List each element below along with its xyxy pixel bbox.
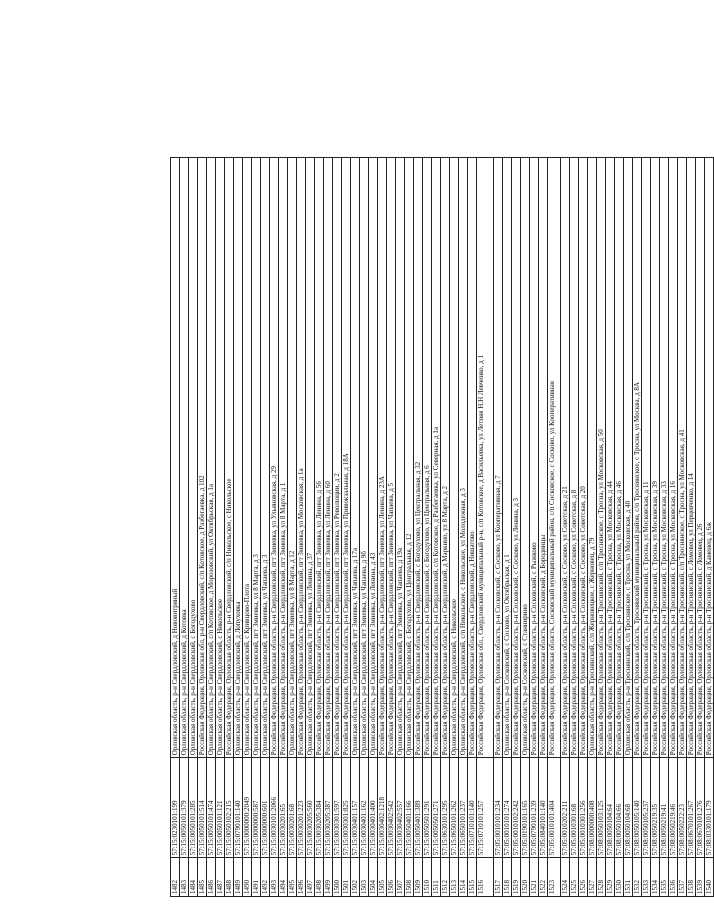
address-cell: Орловская область, р-н Сосковский, с Сосково, ул Октябрьская, д 1: [503, 158, 512, 758]
table-row: [696, 158, 705, 897]
table-row: [678, 158, 687, 897]
address-cell: Российская Федерация, Орловская область, р-н Свердловский, пгт Змиевка, ул Московская, д 1а: [297, 158, 306, 758]
table-body: [171, 158, 714, 897]
cadastral-number-cell: 57:15:0230101:199: [171, 758, 180, 858]
address-cell: Российская Федерация, Орловская область, р-н Сосковский, с Рыжково: [530, 158, 539, 758]
row-number-cell: 1483: [180, 858, 189, 897]
table-row: [288, 158, 297, 897]
address-cell: Орловская область, р-н Свердловский, пгт Змиевка, ул Ленина, д 43: [369, 158, 378, 758]
table-row: [660, 158, 669, 897]
table-row: [477, 158, 494, 897]
address-cell: Орловская область, р-н Свердловский, с Никольское: [216, 158, 225, 758]
table-row: [270, 158, 279, 897]
cadastral-number-cell: 57:05:0010101:404: [548, 758, 561, 858]
table-row: [234, 158, 243, 897]
table-row: [315, 158, 324, 897]
row-number-cell: 1491: [252, 858, 261, 897]
row-number-cell: 1509: [414, 858, 423, 897]
row-number-cell: 1526: [579, 858, 588, 897]
address-cell: Российская Федерация, Орловская область, р-н Сосковский, с Сосково, ул Ленина, д 3: [512, 158, 521, 758]
cadastral-number-cell: 57:15:0030402:557: [396, 758, 405, 858]
table-row: [387, 158, 396, 897]
cadastral-number-cell: 57:15:0000000:2049: [243, 758, 252, 858]
cadastral-number-cell: 57:08:0000000:408: [588, 758, 597, 858]
row-number-cell: 1532: [633, 858, 642, 897]
cadastral-number-cell: 57:15:0030205:387: [324, 758, 333, 858]
address-cell: Орловская область, р-н Свердловский, пгт Змиевка, ул 8 Марта, д 12: [288, 158, 297, 758]
row-number-cell: 1538: [687, 858, 696, 897]
cadastral-number-cell: 57:08:0050219:41: [660, 758, 669, 858]
row-number-cell: 1510: [423, 858, 432, 897]
cadastral-number-cell: 57:15:0030201:65: [279, 758, 288, 858]
cadastral-number-cell: 57:15:0050501:271: [432, 758, 441, 858]
address-cell: Российская Федерация, Орловская область, р-н Свердловский, пгт Змиевка, ул Ленина, д 60: [324, 158, 333, 758]
table-row: [705, 158, 714, 897]
cadastral-number-cell: 57:05:0790101:239: [530, 758, 539, 858]
table-row: [279, 158, 288, 897]
cadastral-number-cell: 57:08:0050104:66: [615, 758, 624, 858]
table-row: [261, 158, 270, 897]
row-number-cell: 1514: [459, 858, 468, 897]
cadastral-number-cell: 57:15:0030402:1218: [378, 758, 387, 858]
row-number-cell: 1482: [171, 858, 180, 897]
cadastral-number-cell: 57:15:0050101:379: [180, 758, 189, 858]
row-number-cell: 1531: [624, 858, 633, 897]
row-number-cell: 1528: [597, 858, 606, 897]
table-row: [171, 158, 180, 897]
row-number-cell: 1537: [678, 858, 687, 897]
address-cell: Орловская область, р-н Свердловский, с Никольское: [450, 158, 459, 758]
table-row: [351, 158, 360, 897]
address-cell: Орловская область, р-н Свердловский, с/п Котовское, д Морозовский, ул Октябрьская, д 1а: [207, 158, 216, 758]
table-row: [624, 158, 633, 897]
row-number-cell: 1502: [351, 858, 360, 897]
address-cell: Российская Федерация, Орловская область, Сосковский муниципальный район, с/п Сосковское, с Сосково, ул Кооперативная: [548, 158, 561, 758]
table-row: [243, 158, 252, 897]
table-row: [548, 158, 561, 897]
cadastral-number-cell: 57:15:0030301:597: [333, 758, 342, 858]
cadastral-number-cell: 57:15:0630101:295: [441, 758, 450, 858]
row-number-cell: 1504: [369, 858, 378, 897]
table-row: [441, 158, 450, 897]
row-number-cell: 1484: [189, 858, 198, 897]
table-row: [450, 158, 459, 897]
row-number-cell: 1517: [494, 858, 503, 897]
address-cell: Орловская область, р-н Свердловский, пгт Змиевка, ул Чапаева, д 17а: [351, 158, 360, 758]
cadastral-number-cell: 57:05:0010102:242: [512, 758, 521, 858]
table-row: [396, 158, 405, 897]
row-number-cell: 1490: [243, 858, 252, 897]
address-cell: Орловская область, р-н Свердловский, д Нововитряный: [171, 158, 180, 758]
address-cell: Российская Федерация, Орловская область, р-н Свердловский, пгт Змиевка, ул Привокзальная, д 18А: [342, 158, 351, 758]
table-row: [642, 158, 651, 897]
row-number-cell: 1533: [642, 858, 651, 897]
cadastral-number-cell: 57:08:0330101:179: [705, 758, 714, 858]
table-row: [669, 158, 678, 897]
cadastral-number-cell: 57:15:0030201:68: [288, 758, 297, 858]
row-number-cell: 1486: [207, 858, 216, 897]
address-cell: Российская Федерация, Орловская область, р-н Сосковский, с Сосково, ул Кооперативная, д 7: [494, 158, 503, 758]
address-cell: Российская Федерация, Орловская область, р-н Сосковский, с Сосково, ул Советская, д 20: [579, 158, 588, 758]
row-number-cell: 1518: [503, 858, 512, 897]
table-row: [687, 158, 696, 897]
cadastral-number-cell: 57:15:0050401:166: [405, 758, 414, 858]
cadastral-number-cell: 57:15:0030401:162: [360, 758, 369, 858]
row-number-cell: 1535: [660, 858, 669, 897]
address-cell: Российская Федерация, Орловская область, р-н Троснянский, с Тросна, ул Московская, д 44: [606, 158, 615, 758]
row-number-cell: 1513: [450, 858, 459, 897]
cadastral-number-cell: 57:05:0190101:165: [521, 758, 530, 858]
row-number-cell: 1540: [705, 858, 714, 897]
row-number-cell: 1489: [234, 858, 243, 897]
cadastral-number-cell: 57:15:0030201:223: [297, 758, 306, 858]
address-cell: Российская Федерация, Орловская область, р-н Свердловский, с Богодухово, ул Центральная, д 32: [414, 158, 423, 758]
cadastral-number-cell: 57:15:0650101:237: [459, 758, 468, 858]
table-row: [597, 158, 606, 897]
address-cell: Российская Федерация, Орловская область, р-н Троснянский, с Тросна, ул Московская, д 33: [660, 158, 669, 758]
address-cell: Орловская область, р-н Свердловский, пгт Змиевка, ул Чапаева, д 19а: [396, 158, 405, 758]
table-row: [324, 158, 333, 897]
table-row: [369, 158, 378, 897]
table-row: [530, 158, 539, 897]
table-row: [180, 158, 189, 897]
cadastral-number-cell: 57:15:0050101:285: [189, 758, 198, 858]
address-cell: Российская Федерация, Орловская область, р-н Свердловский, с Богодухово, ул Центральная, д 6: [423, 158, 432, 758]
row-number-cell: 1497: [306, 858, 315, 897]
table-row: [297, 158, 306, 897]
table-row: [342, 158, 351, 897]
address-cell: Российская Федерация, Орловская область, р-н Троснянский, с Ломовец, ул Перцевченко, д 14: [687, 158, 696, 758]
table-row: [333, 158, 342, 897]
cadastral-number-cell: 57:08:0050219:46: [669, 758, 678, 858]
row-number-cell: 1505: [378, 858, 387, 897]
rotated-page: [170, 157, 713, 897]
cadastral-number-cell: 57:08:0050222:23: [678, 758, 687, 858]
cadastral-number-cell: 57:05:0010101:274: [503, 758, 512, 858]
cadastral-number-cell: 57:15:0050101:474: [207, 758, 216, 858]
row-number-cell: 1516: [477, 858, 494, 897]
cadastral-number-cell: 57:08:0050103:125: [597, 758, 606, 858]
table-row: [216, 158, 225, 897]
row-number-cell: 1494: [279, 858, 288, 897]
row-number-cell: 1523: [548, 858, 561, 897]
cadastral-number-cell: 57:08:0050105:237: [642, 758, 651, 858]
address-cell: Российская Федерация, Орловская область, р-н Троснянский, с Тросна, ул Московская, д 11: [642, 158, 651, 758]
table-row: [579, 158, 588, 897]
cadastral-number-cell: 57:15:0030301:825: [342, 758, 351, 858]
address-cell: Орловская область, р-н Свердловский, пгт Змиевка, ул Ленина, д 37: [306, 158, 315, 758]
cadastral-number-cell: 57:15:0050101:121: [216, 758, 225, 858]
address-cell: Российская Федерация, Орловская область, р-н Свердловский, пгт Змиевка, ул Ленина, д 56: [315, 158, 324, 758]
table-row: [198, 158, 207, 897]
row-number-cell: 1520: [521, 858, 530, 897]
cadastral-number-cell: 57:05:0010202:211: [561, 758, 570, 858]
row-number-cell: 1492: [261, 858, 270, 897]
row-number-cell: 1534: [651, 858, 660, 897]
cadastral-number-cell: 57:15:0710101:257: [477, 758, 494, 858]
cadastral-number-cell: 57:15:0710101:140: [468, 758, 477, 858]
address-cell: Российская Федерация, Орловская область, р-н Троснянский, с Ломовец, д 26: [696, 158, 705, 758]
address-cell: Российская Федерация, Орловская область, р-н Троснянский, д Каменец, д 6ж: [705, 158, 714, 758]
address-cell: Орловская область, р-н Свердловский, с Богодухово: [189, 158, 198, 758]
row-number-cell: 1488: [225, 858, 234, 897]
table-row: [539, 158, 548, 897]
address-cell: Российская Федерация, Орловская область, р-н Свердловский, пгт Змиевка, ул 8 Марта, д 1: [279, 158, 288, 758]
address-cell: Орловская область, р-н Свердловский, пгт Змиевка, ул 8 Марта, д 3: [252, 158, 261, 758]
table-row: [225, 158, 234, 897]
cadastral-number-cell: 57:15:0030205:560: [306, 758, 315, 858]
address-cell: Орловская область, р-н Свердловский, с/п Никольское, с Никольское, ул Молодежная, д 3: [459, 158, 468, 758]
cadastral-number-cell: 57:05:0010301:68: [570, 758, 579, 858]
row-number-cell: 1527: [588, 858, 597, 897]
row-number-cell: 1524: [561, 858, 570, 897]
row-number-cell: 1498: [315, 858, 324, 897]
table-row: [459, 158, 468, 897]
address-cell: Российская Федерация, Орловская область, р-н Троснянский, с/п Троснянское, с Тросна, ул Московская, д 41: [678, 158, 687, 758]
address-cell: Российская Федерация, Орловская область, р-н Свердловский, с/п Никольское, с Никольское: [225, 158, 234, 758]
table-row: [521, 158, 530, 897]
address-cell: Российская Федерация, Орловская область, р-н Сосковский, с Сосково, ул Советская, д 21: [561, 158, 570, 758]
address-cell: Российская Федерация, Орловская область, р-н Свердловский, д Нишатово: [468, 158, 477, 758]
address-cell: Российская Федерация, Орловская обл., Свердловский муниципальный р-н, с/п Котовское, д Васильевка, ул Летняя Н.Н Левченко, д 1: [477, 158, 494, 758]
row-number-cell: 1529: [606, 858, 615, 897]
table-row: [651, 158, 660, 897]
table-row: [432, 158, 441, 897]
address-cell: Орловская область, р-н Свердловский, пгт Змиевка, ул Чапаева, д 9б: [360, 158, 369, 758]
table-row: [423, 158, 432, 897]
table-row: [306, 158, 315, 897]
table-row: [414, 158, 423, 897]
address-cell: Российская Федерация, Орловская область, р-н Свердловский, д Маркино, ул 8 Марта, д 2: [441, 158, 450, 758]
cadastral-number-cell: 57:08:0050105:140: [633, 758, 642, 858]
cadastral-number-cell: 57:15:0030401:400: [369, 758, 378, 858]
address-cell: Орловская область, р-н Сосковский, с Станнирино: [521, 158, 530, 758]
address-cell: Российская Федерация, Орловская область, р-н Свердловский, пгт Змиевка, ул Чапаева, д 5: [387, 158, 396, 758]
table-row: [570, 158, 579, 897]
row-number-cell: 1493: [270, 858, 279, 897]
cadastral-number-cell: 57:08:0670101:267: [687, 758, 696, 858]
cadastral-number-cell: 57:05:0840101:140: [539, 758, 548, 858]
row-number-cell: 1519: [512, 858, 521, 897]
row-number-cell: 1485: [198, 858, 207, 897]
address-cell: Российская Федерация, Орловская область, Троснянский муниципальный район, с/п Троснянское, с Тросна, ул Москва, д 8А: [633, 158, 642, 758]
table-row: [633, 158, 642, 897]
table-row: [252, 158, 261, 897]
cadastral-number-cell: 57:15:0050101:514: [198, 758, 207, 858]
property-table: [170, 157, 714, 897]
table-row: [207, 158, 216, 897]
address-cell: Орловская область, р-н Свердловский, с Богодухово, ул Центральная, д 12: [405, 158, 414, 758]
address-cell: Орловская область, р-н Свердловский, д Лопуховка: [234, 158, 243, 758]
cadastral-number-cell: 57:15:0030101:2066: [270, 758, 279, 858]
row-number-cell: 1496: [297, 858, 306, 897]
cadastral-number-cell: 57:15:0650101:262: [450, 758, 459, 858]
row-number-cell: 1506: [387, 858, 396, 897]
table-row: [615, 158, 624, 897]
table-row: [189, 158, 198, 897]
address-cell: Российская Федерация, Орловская область, р-н Троснянский, с/п Троснянское, с Тросна, ул Московская, д 50: [597, 158, 606, 758]
address-cell: Российская Федерация, Орловская область, р-н Свердловский, пгт Змиевка, ул Ульяновская, д 29: [270, 158, 279, 758]
cadastral-number-cell: 57:05:0010101:234: [494, 758, 503, 858]
row-number-cell: 1511: [432, 858, 441, 897]
table-row: [360, 158, 369, 897]
row-number-cell: 1515: [468, 858, 477, 897]
row-number-cell: 1508: [405, 858, 414, 897]
address-cell: Российская Федерация, Орловская область, р-н Свердловский, пгт Змиевка, ул Ленина, д 23А: [378, 158, 387, 758]
address-cell: Российская Федерация, Орловская область, р-н Свердловский, пгт Змиевка, ул Революции, д 2: [333, 158, 342, 758]
address-cell: Орловская область, р-н Троснянский, с/п Жерновецкое, с Жерновец, д 79: [588, 158, 597, 758]
address-cell: Российская Федерация, Орловская область, р-н Троснянский, с Тросна, ул Московская, д 46: [615, 158, 624, 758]
row-number-cell: 1539: [696, 858, 705, 897]
row-number-cell: 1530: [615, 858, 624, 897]
cadastral-number-cell: 57:08:0050219:35: [651, 758, 660, 858]
address-cell: Орловская область, р-н Троснянский, с/п Троснянское, с Тросна, ул Московская, д 40: [624, 158, 633, 758]
row-number-cell: 1501: [342, 858, 351, 897]
address-cell: Российская Федерация, Орловская область, р-н Свердловский, с/п Котовское, д Разбегаевка, ул Северная, д 1а: [432, 158, 441, 758]
address-cell: Российская Федерация, Орловская обл, р-н Свердловский, с/п Котовское, д Разбегаевка, д 102: [198, 158, 207, 758]
table-row: [405, 158, 414, 897]
row-number-cell: 1499: [324, 858, 333, 897]
table-row: [494, 158, 503, 897]
cadastral-number-cell: 57:15:0050102:215: [225, 758, 234, 858]
row-number-cell: 1487: [216, 858, 225, 897]
row-number-cell: 1503: [360, 858, 369, 897]
row-number-cell: 1525: [570, 858, 579, 897]
cadastral-number-cell: 57:15:0000000:587: [252, 758, 261, 858]
row-number-cell: 1522: [539, 858, 548, 897]
cadastral-number-cell: 57:15:0030205:384: [315, 758, 324, 858]
cadastral-number-cell: 57:15:0030402:542: [387, 758, 396, 858]
row-number-cell: 1500: [333, 858, 342, 897]
cadastral-number-cell: 57:15:0790101:140: [234, 758, 243, 858]
address-cell: Орловская область, р-н Свердловский, с Кривцово-Плота: [243, 158, 252, 758]
cadastral-number-cell: 57:15:0050401:389: [414, 758, 423, 858]
cadastral-number-cell: 57:15:0000000:601: [261, 758, 270, 858]
table-row: [588, 158, 597, 897]
address-cell: Российская Федерация, Орловская область, р-н Сосковский, д Бородинцы: [539, 158, 548, 758]
cadastral-number-cell: 57:08:0050104:68: [624, 758, 633, 858]
cadastral-number-cell: 57:08:0050104:64: [606, 758, 615, 858]
table-row: [378, 158, 387, 897]
row-number-cell: 1512: [441, 858, 450, 897]
row-number-cell: 1536: [669, 858, 678, 897]
address-cell: Российская Федерация, Орловская область, р-н Сосковский, с Сосково, ул Советская, д 8: [570, 158, 579, 758]
cadastral-number-cell: 57:15:0050501:291: [423, 758, 432, 858]
address-cell: Орловская область, р-н Свердловский, пгт Змиевка, ул Чапаева, д 3: [261, 158, 270, 758]
row-number-cell: 1507: [396, 858, 405, 897]
address-cell: Российская Федерация, Орловская область, р-н Троснянский, с Тросна, ул Московская, д 16: [669, 158, 678, 758]
table-row: [561, 158, 570, 897]
table-row: [512, 158, 521, 897]
address-cell: Орловская область, р-н Свердловский, д Котовка: [180, 158, 189, 758]
table-row: [468, 158, 477, 897]
cadastral-number-cell: 57:05:0010301:256: [579, 758, 588, 858]
address-cell: Российская Федерация, Орловская область, р-н Троснянский, с Тросна, ул Московская, д 39: [651, 158, 660, 758]
row-number-cell: 1495: [288, 858, 297, 897]
cadastral-number-cell: 57:15:0030401:157: [351, 758, 360, 858]
table-row: [606, 158, 615, 897]
row-number-cell: 1521: [530, 858, 539, 897]
table-row: [503, 158, 512, 897]
cadastral-number-cell: 57:08:0670101:276: [696, 758, 705, 858]
